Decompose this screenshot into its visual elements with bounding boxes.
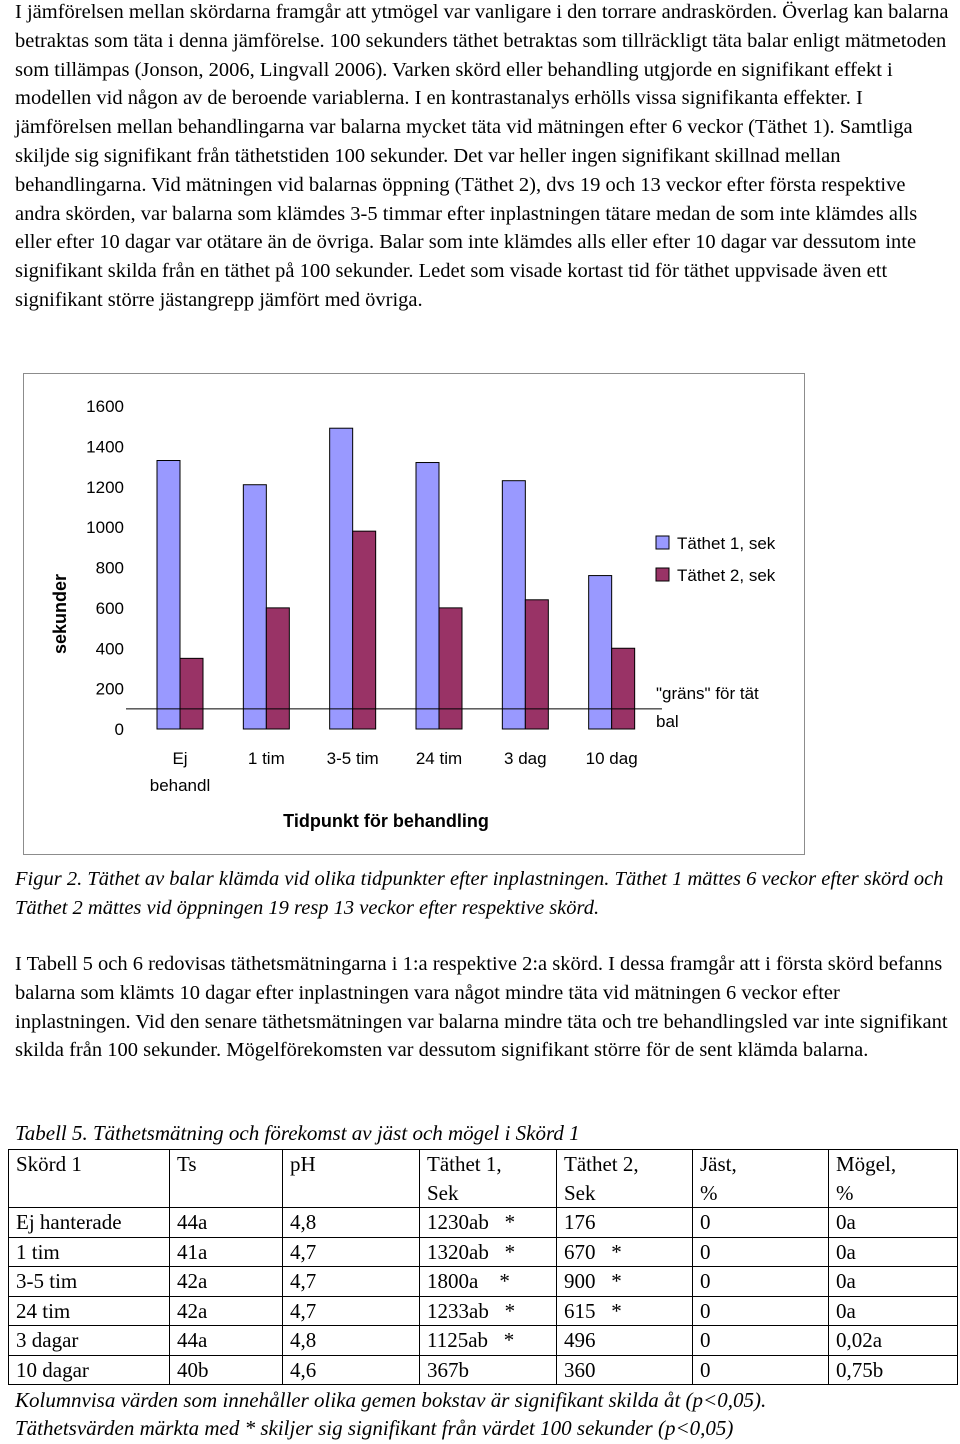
x-axis-title: Tidpunkt för behandling <box>283 811 489 831</box>
header-text: Sek <box>427 1180 459 1205</box>
legend-swatch <box>656 536 669 549</box>
table-cell: 176 <box>557 1208 693 1238</box>
table-cell: Ej hanterade <box>9 1208 170 1238</box>
table-cell: 670 * <box>557 1237 693 1267</box>
table-cell: 1125ab * <box>420 1326 557 1356</box>
table-cell: 367b <box>420 1355 557 1385</box>
legend-label: Täthet 1, sek <box>677 534 776 553</box>
bar-chart-svg <box>24 374 806 856</box>
x-tick-label: 3 dag <box>504 749 547 768</box>
table-cell: 4,7 <box>283 1237 420 1267</box>
bar-tathet2 <box>180 658 203 729</box>
table-cell: 4,7 <box>283 1267 420 1297</box>
header-skord <box>9 1150 170 1208</box>
header-text: Täthet 1, <box>427 1152 502 1176</box>
table-cell: 41a <box>170 1237 283 1267</box>
header-tathet1 <box>420 1150 557 1208</box>
header-text: Jäst, <box>700 1152 737 1176</box>
table-cell: 0 <box>693 1326 829 1356</box>
table-cell: 0,02a <box>829 1326 958 1356</box>
table-cell: 0a <box>829 1296 958 1326</box>
table-cell: 4,8 <box>283 1326 420 1356</box>
reference-line-label: bal <box>656 712 679 731</box>
x-tick-label: 10 dag <box>585 749 638 768</box>
table-row <box>9 1326 958 1356</box>
second-paragraph: I Tabell 5 och 6 redovisas täthetsmätningarna i 1:a respektive 2:a skörd. I dessa framgår att i första skörd befanns balarna som klämts 10 dagar efter inplastningen vara något mindre täta vid mätningen 6 veckor efter inplastningen. Vid den senare täthetsmätningen var balarna mindre täta och tre behandlingsled var inte signifikant skilda från 100 sekunder. Mögelförekomsten var dessutom signifikant större för de sent klämda balarna. <box>15 953 948 1062</box>
x-tick-label: 1 tim <box>247 749 285 768</box>
table-cell: 4,6 <box>283 1355 420 1385</box>
table-header-row <box>9 1150 958 1208</box>
header-text: % <box>700 1180 718 1205</box>
y-tick-label: 0 <box>114 720 124 739</box>
table-title: Tabell 5. Täthetsmätning och förekomst av jäst och mögel i Skörd 1 <box>15 1121 580 1145</box>
table-cell: 0 <box>693 1267 829 1297</box>
header-text: pH <box>290 1152 316 1176</box>
table-cell: 42a <box>170 1267 283 1297</box>
table-row <box>9 1355 958 1385</box>
table-cell: 0 <box>693 1296 829 1326</box>
y-tick-label: 1000 <box>86 518 124 538</box>
y-tick-label: 800 <box>95 558 124 578</box>
table-row <box>9 1267 958 1297</box>
table-cell: 3-5 tim <box>9 1267 170 1297</box>
bar-tathet1 <box>589 576 612 729</box>
header-text: % <box>836 1180 854 1205</box>
reference-line-label: "gräns" för tät <box>656 684 759 703</box>
bar-tathet2 <box>439 608 462 729</box>
density-table <box>8 1149 958 1385</box>
table-cell: 360 <box>557 1355 693 1385</box>
table-cell: 0 <box>693 1355 829 1385</box>
table-note-asterisk: Täthetsvärden märkta med * skiljer sig signifikant från värdet 100 sekunder (p<0,05) <box>15 1416 734 1440</box>
header-text: Skörd 1 <box>16 1152 82 1176</box>
x-tick-label: 3-5 tim <box>326 749 379 768</box>
legend-swatch <box>656 568 669 581</box>
y-axis-title: sekunder <box>50 573 70 655</box>
bar-tathet2 <box>266 608 289 729</box>
table-cell: 0a <box>829 1208 958 1238</box>
bar-tathet2 <box>525 600 548 729</box>
table-cell: 0a <box>829 1267 958 1297</box>
table-cell: 1230ab * <box>420 1208 557 1238</box>
header-ph <box>283 1150 420 1208</box>
bar-tathet2 <box>612 648 635 729</box>
table-cell: 42a <box>170 1296 283 1326</box>
header-text: Ts <box>177 1152 197 1176</box>
y-tick-label: 400 <box>95 639 124 659</box>
table-cell: 44a <box>170 1326 283 1356</box>
table-cell: 1233ab * <box>420 1296 557 1326</box>
bar-tathet1 <box>330 428 353 729</box>
table-cell: 0 <box>693 1208 829 1238</box>
table-cell: 10 dagar <box>9 1355 170 1385</box>
table-cell: 1 tim <box>9 1237 170 1267</box>
bar-tathet1 <box>416 463 439 729</box>
table-cell: 0,75b <box>829 1355 958 1385</box>
header-text: Sek <box>564 1180 596 1205</box>
y-tick-label: 200 <box>95 679 124 699</box>
y-tick-label: 1200 <box>86 477 124 497</box>
table-cell: 0a <box>829 1237 958 1267</box>
table-row <box>9 1296 958 1326</box>
header-mogel <box>829 1150 958 1208</box>
x-tick-label: Ej <box>172 749 188 768</box>
table-row <box>9 1237 958 1267</box>
table-cell: 496 <box>557 1326 693 1356</box>
header-tathet2 <box>557 1150 693 1208</box>
table-cell: 615 * <box>557 1296 693 1326</box>
table-cell: 24 tim <box>9 1296 170 1326</box>
bar-tathet1 <box>502 481 525 729</box>
figure-caption: Figur 2. Täthet av balar klämda vid olika tidpunkter efter inplastningen. Täthet 1 mättes 6 veckor efter skörd och Täthet 2 mättes vid öppningen 19 resp 13 veckor efter respektive skörd. <box>15 868 944 919</box>
header-text: Täthet 2, <box>564 1152 639 1176</box>
intro-paragraph: I jämförelsen mellan skördarna framgår att ytmögel var vanligare i den torrare andraskörden. Överlag kan balarna betraktas som täta i denna jämförelse. 100 sekunders täthet betraktas som tillräckligt täta balar enligt mätmetoden som tillämpas (Jonson, 2006, Lingvall 2006). Varken skörd eller behandling utgjorde en signifikant effekt i modellen vid någon av de beroende variablerna. I en kontrastanalys erhölls vissa signifikanta effekter. I jämförelsen mellan behandlingarna var balarna mycket täta vid mätningen efter 6 veckor (Täthet 1). Samtliga skiljde sig signifikant från täthetstiden 100 sekunder. Det var heller ingen signifikant skillnad mellan behandlingarna. Vid mätningen vid balarnas öppning (Täthet 2), dvs 19 och 13 veckor efter första respektive andra skörden, var balarna som klämdes 3-5 timmar efter inplastningen tätare medan de som inte klämdes alls eller efter 10 dagar var otätare än de övriga. Balar som inte klämdes alls eller efter 10 dagar var dessutom inte signifikant skilda från en täthet på 100 sekunder. Ledet som visade kortast tid för täthet uppvisade även ett signifikant större jästangrepp jämfört med övriga. <box>15 1 949 311</box>
table-note-letters: Kolumnvisa värden som innehåller olika gemen bokstav är signifikant skilda åt (p<0,05). <box>15 1388 767 1412</box>
table-cell: 1320ab * <box>420 1237 557 1267</box>
table-row <box>9 1208 958 1238</box>
table-cell: 3 dagar <box>9 1326 170 1356</box>
table-cell: 0 <box>693 1237 829 1267</box>
figure-chart <box>23 373 805 855</box>
header-ts <box>170 1150 283 1208</box>
bar-tathet2 <box>353 531 376 729</box>
header-jast <box>693 1150 829 1208</box>
table-cell: 1800a * <box>420 1267 557 1297</box>
table-cell: 4,7 <box>283 1296 420 1326</box>
table-cell: 44a <box>170 1208 283 1238</box>
table-cell: 40b <box>170 1355 283 1385</box>
y-tick-label: 1600 <box>86 397 124 416</box>
bar-tathet1 <box>243 485 266 729</box>
y-tick-label: 1400 <box>86 437 124 457</box>
header-text: Mögel, <box>836 1152 897 1176</box>
x-tick-label: behandl <box>149 776 211 795</box>
legend-label: Täthet 2, sek <box>677 566 776 585</box>
table-cell: 900 * <box>557 1267 693 1297</box>
x-tick-label: 24 tim <box>415 749 463 768</box>
table-cell: 4,8 <box>283 1208 420 1238</box>
y-tick-label: 600 <box>95 598 124 618</box>
bar-tathet1 <box>157 461 180 729</box>
